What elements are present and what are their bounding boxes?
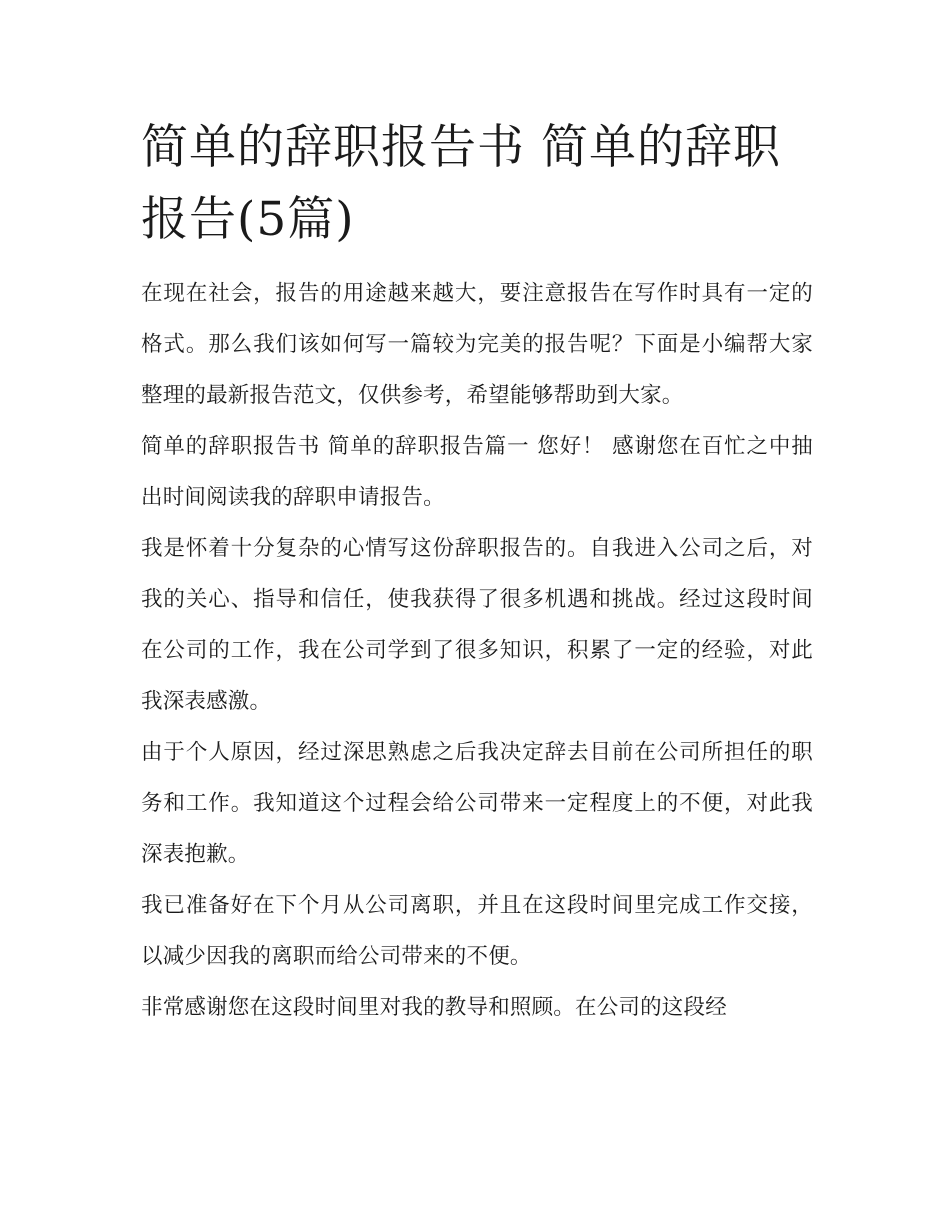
paragraph-intro: 在现在社会，报告的用途越来越大，要注意报告在写作时具有一定的格式。那么我们该如何写一篇较为完美的报告呢？下面是小编帮大家整理的最新报告范文，仅供参考，希望能够帮助到大家。 — [141, 281, 813, 408]
paragraph-gratitude: 我是怀着十分复杂的心情写这份辞职报告的。自我进入公司之后，对我的关心、指导和信任，使我获得了很多机遇和挑战。经过这段时间在公司的工作，我在公司学到了很多知识，积累了一定的经验，对此我深表感激。 — [141, 536, 813, 714]
paragraph-thanks: 非常感谢您在这段时间里对我的教导和照顾。在公司的这段经 — [141, 995, 727, 1020]
paragraph-reason: 由于个人原因，经过深思熟虑之后我决定辞去目前在公司所担任的职务和工作。我知道这个过程会给公司带来一定程度上的不便，对此我深表抱歉。 — [141, 740, 813, 867]
paragraph-greeting: 简单的辞职报告书 简单的辞职报告篇一 您好！ 感谢您在百忙之中抽出时间阅读我的辞职申请报告。 — [141, 434, 813, 510]
document-body — [141, 112, 813, 1033]
document-title: 简单的辞职报告书 简单的辞职报告(5篇) — [141, 120, 781, 247]
paragraph-handover: 我已准备好在下个月从公司离职，并且在这段时间里完成工作交接，以减少因我的离职而给公司带来的不便。 — [141, 893, 813, 969]
